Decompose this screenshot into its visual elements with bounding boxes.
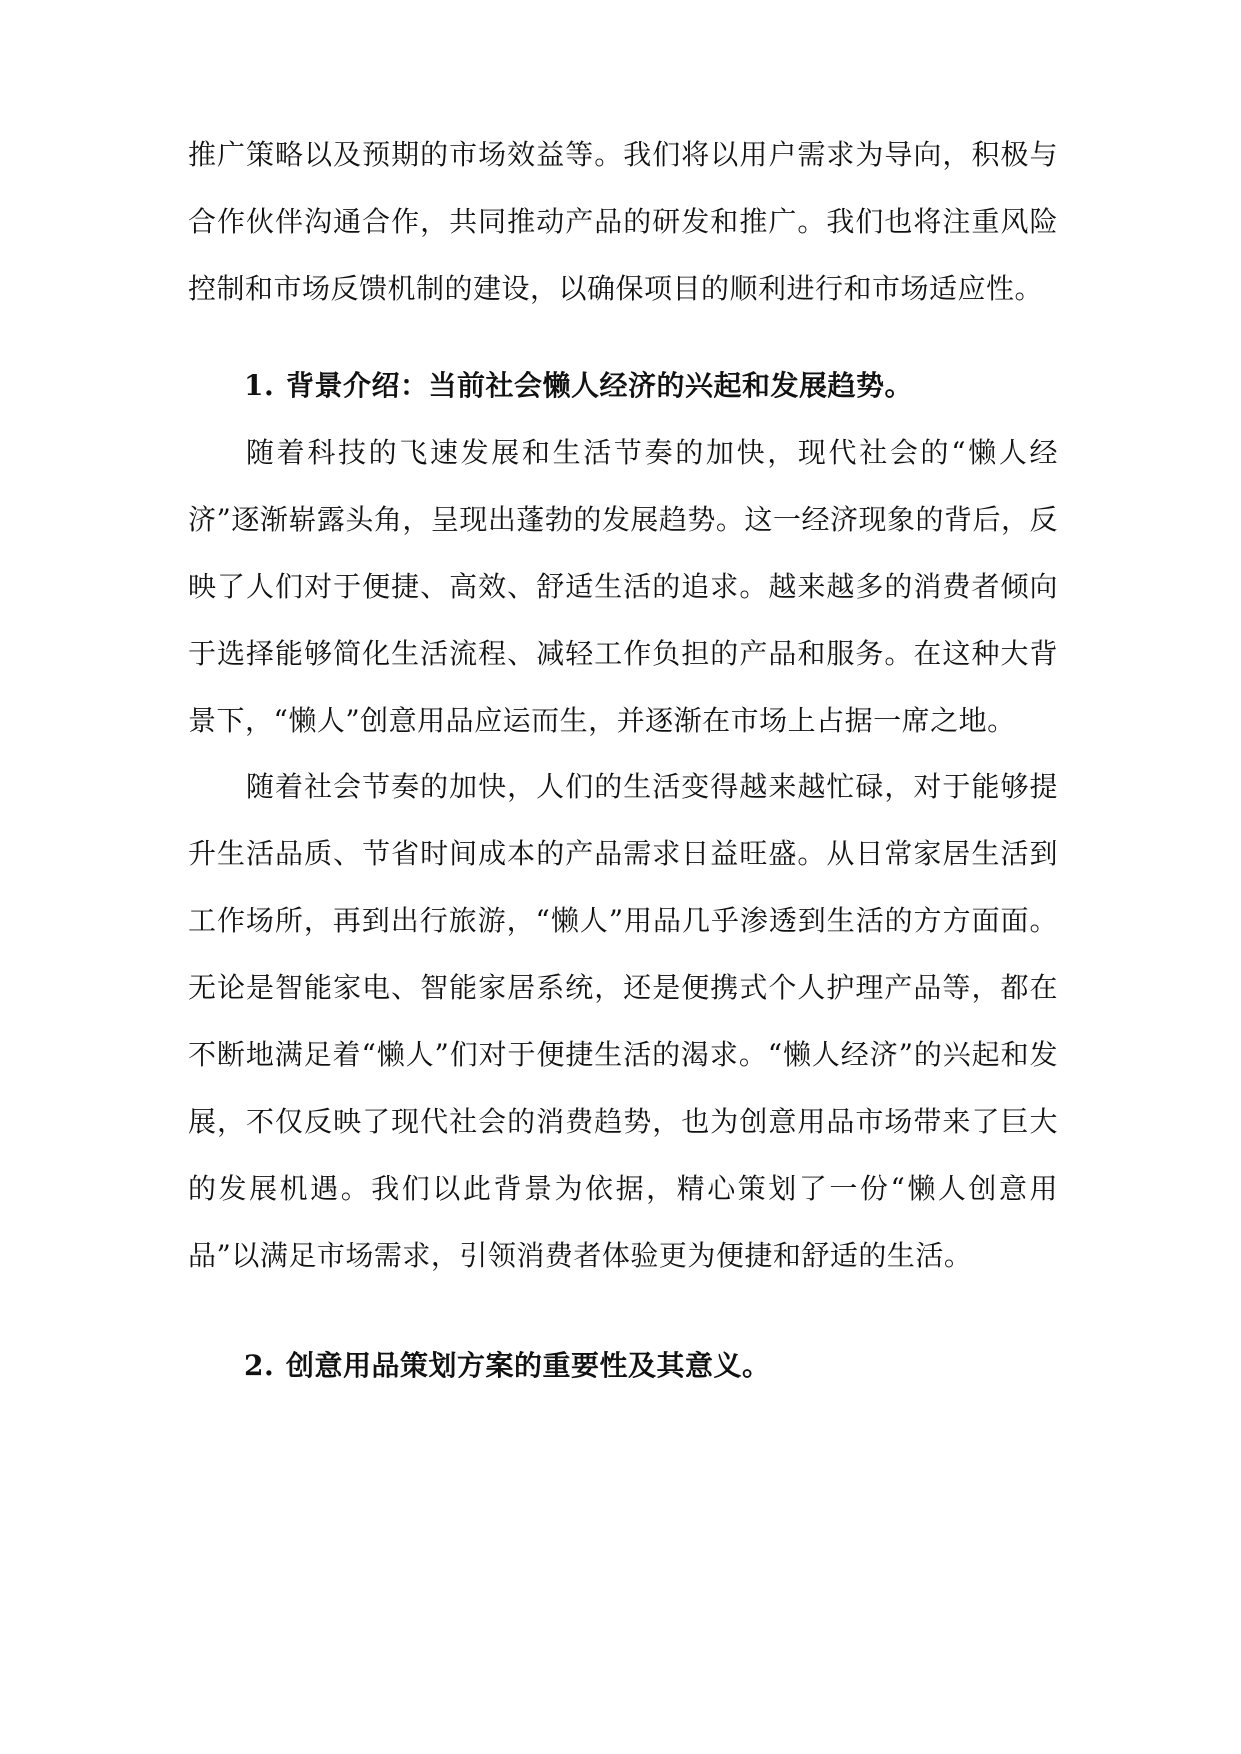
paragraph-intro-continued: 推广策略以及预期的市场效益等。我们将以用户需求为导向，积极与合作伙伴沟通合作，共同推动产品的研发和推广。我们也将注重风险控制和市场反馈机制的建设，以确保项目的顺利进行和市场适应性。 [188, 138, 1058, 305]
paragraph-background-1: 随着科技的飞速发展和生活节奏的加快，现代社会的“懒人经济”逐渐崭露头角，呈现出蓬勃的发展趋势。这一经济现象的背后，反映了人们对于便捷、高效、舒适生活的追求。越来越多的消费者倾向于选择能够简化生活流程、减轻工作负担的产品和服务。在这种大背景下，“懒人”创意用品应运而生，并逐渐在市场上占据一席之地。 [188, 436, 1058, 737]
section-title-2: 创意用品策划方案的重要性及其意义。 [286, 1349, 771, 1382]
paragraph-background-2: 随着社会节奏的加快，人们的生活变得越来越忙碌，对于能够提升生活品质、节省时间成本的产品需求日益旺盛。从日常家居生活到工作场所，再到出行旅游，“懒人”用品几乎渗透到生活的方方面面。无论是智能家电、智能家居系统，还是便携式个人护理产品等，都在不断地满足着“懒人”们对于便捷生活的渴求。“懒人经济”的兴起和发展，不仅反映了现代社会的消费趋势，也为创意用品市场带来了巨大的发展机遇。我们以此背景为依据，精心策划了一份“懒人创意用品”以满足市场需求，引领消费者体验更为便捷和舒适的生活。 [188, 770, 1058, 1272]
section-title-1: 背景介绍：当前社会懒人经济的兴起和发展趋势。 [286, 369, 914, 402]
section-number-2: 2. [244, 1349, 275, 1382]
section-heading-2 [244, 1346, 1064, 1386]
section-heading-1 [244, 366, 1064, 406]
section-number-1: 1. [244, 369, 275, 402]
